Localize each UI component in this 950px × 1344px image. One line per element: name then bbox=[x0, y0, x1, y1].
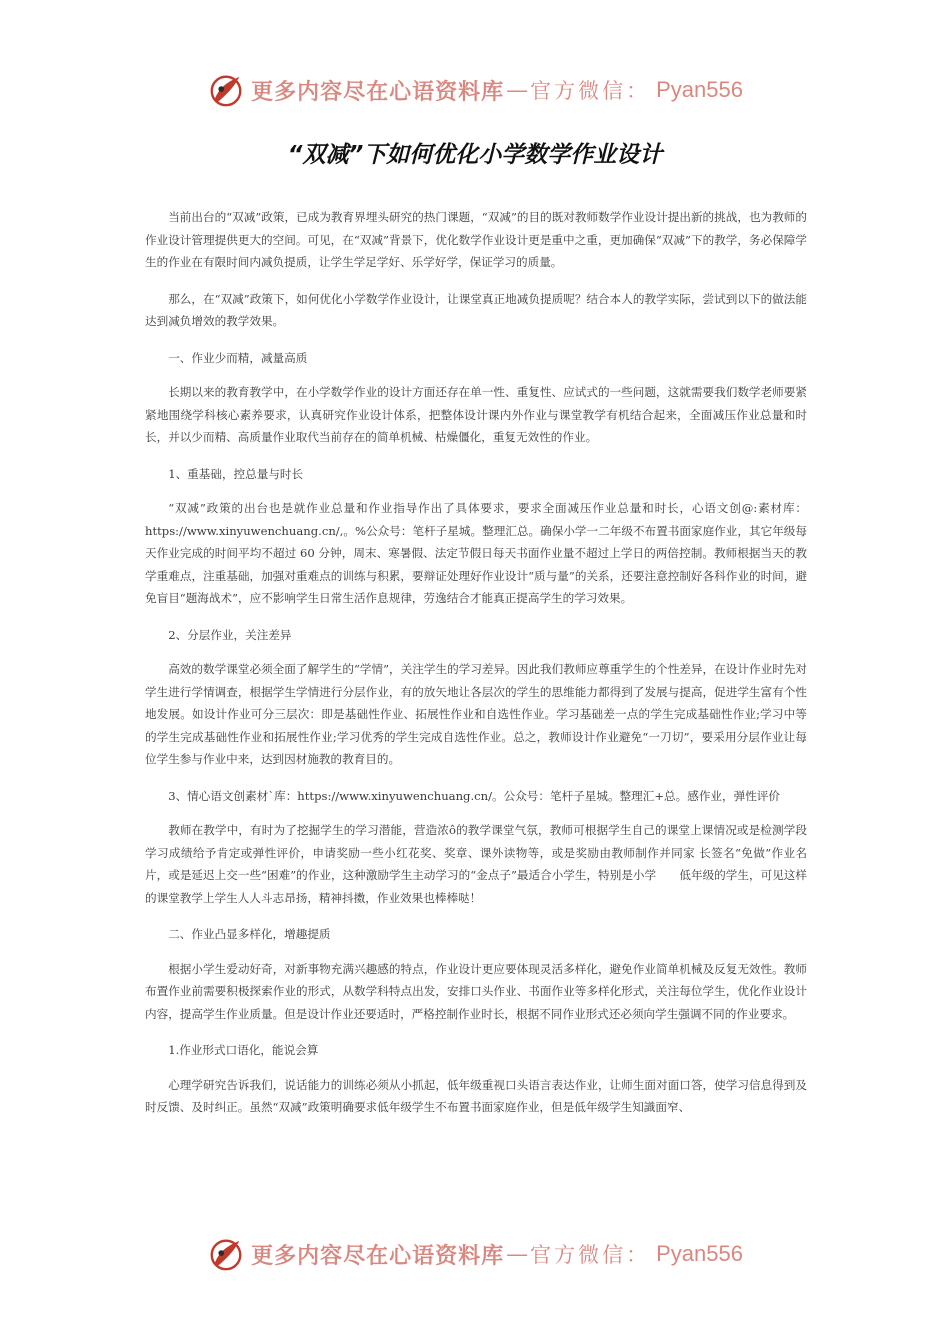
sub-heading: 2、分层作业，关注差异 bbox=[168, 627, 292, 642]
footer-banner bbox=[0, 1232, 950, 1276]
section-heading: 一、作业少而精，减量高质 bbox=[168, 350, 308, 365]
sub-heading: 1.作业形式口语化，能说会算 bbox=[168, 1043, 319, 1057]
section-heading: 二、作业凸显多样化，增趣提质 bbox=[168, 927, 331, 941]
paragraph: 教师在教学中，有时为了挖掘学生的学习潜能，营造浓ô的教学课堂气氛，教师可根据学生自己的课堂上课情况或是检测学段学习成绩给予肯定或弹性评价，申请奖励一些小红花奖、奖章、课外读物等，或是奖励由教师制作并同家 长签名“免做”作业名片，或是延迟上交一些“困难”的作业，这种激励学生主动学习的“金点子”最适合小学生，特别是小学 低年级的学生，可见这样的课堂教学上学生人人斗志昂扬，精神抖擞，作业效果也棒棒哒！ bbox=[145, 823, 807, 905]
paragraph: 心理学研究告诉我们，说话能力的训练必须从小抓起，低年级重视口头语言表达作业，让师生面对面口答，使学习信息得到及时反馈、及时纠正。虽然“双减”政策明确要求低年级学生不布置书面家庭作业，但是低年级学生知識面窄、 bbox=[145, 1077, 807, 1114]
banner-text: 更多内容尽在心语资料库 bbox=[251, 78, 505, 105]
paragraph: 当前出台的“双减”政策，已成为教育界埋头研究的热门课题，“双减”的目的既对教师数学作业设计提出新的挑战，也为教师的作业设计管理提供更大的空间。可见，在“双减”背景下，优化数学作业设计更是重中之重，更加确保“双减”下的教学，务必保障学生的作业在有限时间内减负提质，让学生学足学好、乐学好学，保证学习的质量。 bbox=[145, 210, 807, 269]
document-body bbox=[145, 206, 807, 1133]
banner-official: 官方微信： bbox=[530, 79, 651, 103]
paragraph: 高效的数学课堂必须全面了解学生的“学情”，关注学生的学习差异。因此我们教师应尊重学生的个性差异，在设计作业时先对学生进行学情调查，根据学生学情进行分层作业，有的放矢地让各层次的学生的思维能力都得到了发展与提高，促进学生富有个性地发展。如设计作业可分三层次：即是基础性作业、拓展性作业和自选性作业。学习基础差一点的学生完成基础性作业;学习中等的学生完成基础性作业和拓展性作业;学习优秀的学生完成自选性作业。总之，教师设计作业避免“一刀切”，要采用分层作业让每位学生参与作业中来，达到因材施教的教育目的。 bbox=[145, 662, 807, 766]
header-banner bbox=[0, 68, 950, 112]
paragraph: 根据小学生爱动好奇，对新事物充满兴趣感的特点，作业设计更应要体现灵活多样化，避免作业简单机械及反复无效性。教师布置作业前需要积极探索作业的形式，从数学科特点出发，安排口头作业、书面作业等多样化形式，关注每位学生，优化作业设计内容，提高学生作业质量。但是设计作业还要适时，严格控制作业时长，根据不同作业形式还必须向学生强调不同的作业要求。 bbox=[145, 961, 807, 1021]
banner-wechat-id: Pyan556 bbox=[656, 1241, 743, 1266]
banner-wechat-id: Pyan556 bbox=[656, 77, 743, 102]
paragraph: 长期以来的教育教学中，在小学数学作业的设计方面还存在单一性、重复性、应试式的一些问题，这就需要我们数学老师要紧紧地围绕学科核心素养要求，认真研究作业设计体系，把整体设计课内外作业与课堂教学有机结合起来，全面减压作业总量和时长，并以少而精、高质量作业取代当前存在的简单机械、枯燥僵化，重复无效性的作业。 bbox=[145, 385, 807, 444]
document-title: “双减”下如何优化小学数学作业设计 bbox=[287, 142, 663, 168]
brand-logo-icon bbox=[207, 1235, 245, 1273]
paragraph: 那么，在“双减”政策下，如何优化小学数学作业设计，让课堂真正地减负提质呢？结合本人的教学实际，尝试到以下的做法能达到减负增效的教学效果。 bbox=[145, 291, 807, 328]
paragraph: “双减”政策的出台也是就作业总量和作业指导作出了具体要求，要求全面减压作业总量和时长，心语文创@:素材库：https://www.xinyuwenchuang.cn/,。%公众号：笔杆子星城。整理汇总。确保小学一二年级不布置书面家庭作业，其它年级每天作业完成的时间平均不超过 60 分钟，周末、寒暑假、法定节假日每天书面作业量不超过上学日的两倍控制。教师根据当天的教学重难点，注重基础，加强对重难点的训练与积累，要辩证处理好作业设计“质与量”的关系，还要注意控制好各科作业的时间，避免盲目“题海战术”，应不影响学生日常生活作息规律，劳逸结合才能真正提高学生的学习效果。 bbox=[145, 501, 807, 605]
banner-official: 官方微信： bbox=[530, 1243, 651, 1267]
banner-dash: — bbox=[506, 77, 529, 103]
banner-dash: — bbox=[506, 1241, 529, 1267]
banner-text: 更多内容尽在心语资料库 bbox=[251, 1242, 505, 1269]
sub-heading: 1、重基础，控总量与时长 bbox=[168, 466, 304, 481]
brand-logo-icon bbox=[207, 71, 245, 109]
sub-heading: 3、情心语文创素材`库：https://www.xinyuwenchuang.cn/。公众号：笔杆子星城。整理汇+总。感作业，弹性评价 bbox=[168, 788, 780, 803]
